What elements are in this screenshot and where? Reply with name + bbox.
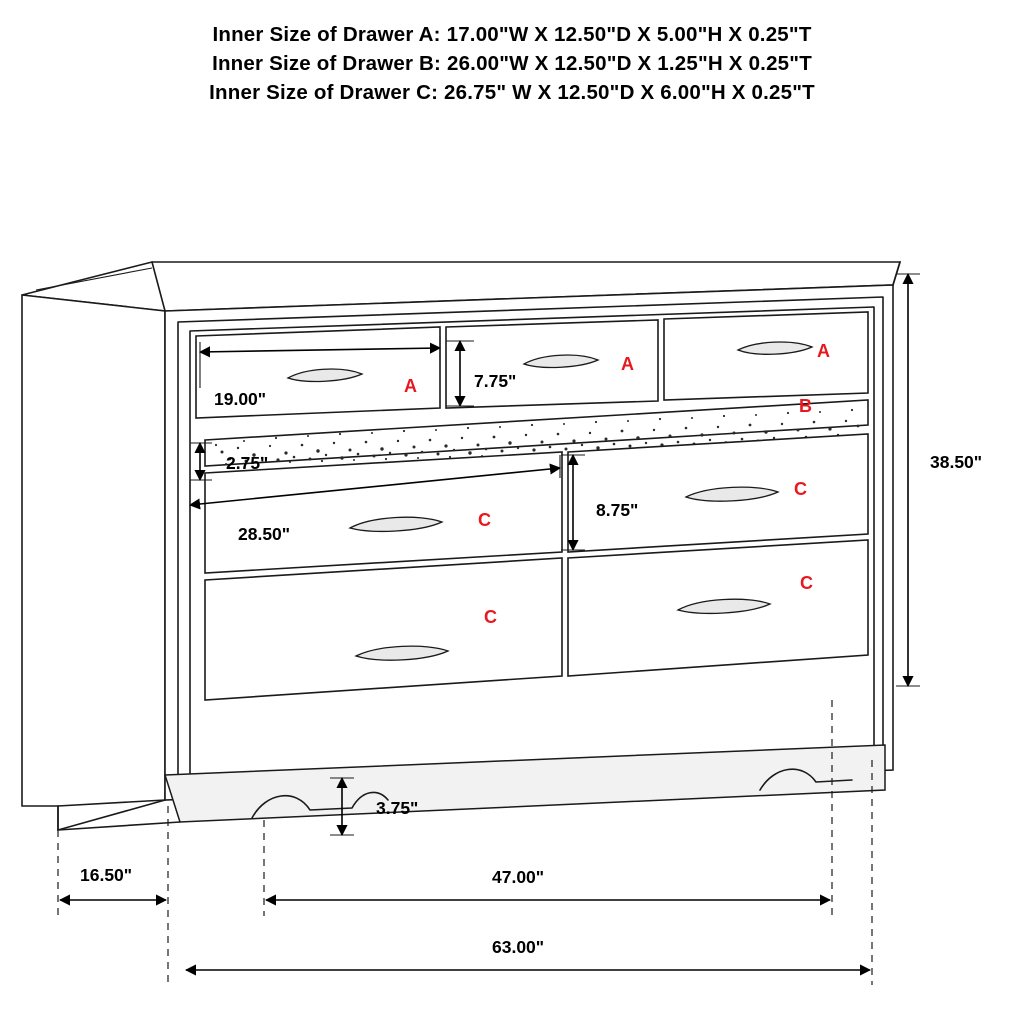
label-c-left-lower: C [484, 607, 497, 627]
drawer-c-left-lower [205, 558, 562, 700]
dimtext-base-clearance: 3.75" [376, 798, 419, 818]
dimtext-total-height: 38.50" [930, 452, 983, 472]
label-a-right: A [817, 341, 830, 361]
spec-line-drawer-a: Inner Size of Drawer A: 17.00"W X 12.50"D X 5.00"H X 0.25"T [212, 23, 812, 46]
dimtext-total-width: 63.00" [492, 937, 545, 957]
spec-line-drawer-b: Inner Size of Drawer B: 26.00"W X 12.50"D X 1.25"H X 0.25"T [212, 52, 812, 75]
spec-line-drawer-c: Inner Size of Drawer C: 26.75" W X 12.50"D X 6.00"H X 0.25"T [209, 81, 815, 104]
dimtext-drawer-a-width: 19.00" [214, 389, 267, 409]
dimtext-band-height: 2.75" [226, 453, 269, 473]
dimtext-depth: 16.50" [80, 865, 133, 885]
label-a-center: A [621, 354, 634, 374]
dimtext-drawer-a-height: 7.75" [474, 371, 517, 391]
dimtext-drawer-c-width: 28.50" [238, 524, 291, 544]
dimtext-drawer-c-height: 8.75" [596, 500, 639, 520]
label-b: B [799, 396, 812, 416]
drawer-rows-c [205, 434, 868, 700]
label-a-left: A [404, 376, 417, 396]
label-c-left-upper: C [478, 510, 491, 530]
label-c-right-lower: C [800, 573, 813, 593]
dimtext-front-width: 47.00" [492, 867, 545, 887]
drawer-a-right [664, 312, 868, 400]
label-c-right-upper: C [794, 479, 807, 499]
